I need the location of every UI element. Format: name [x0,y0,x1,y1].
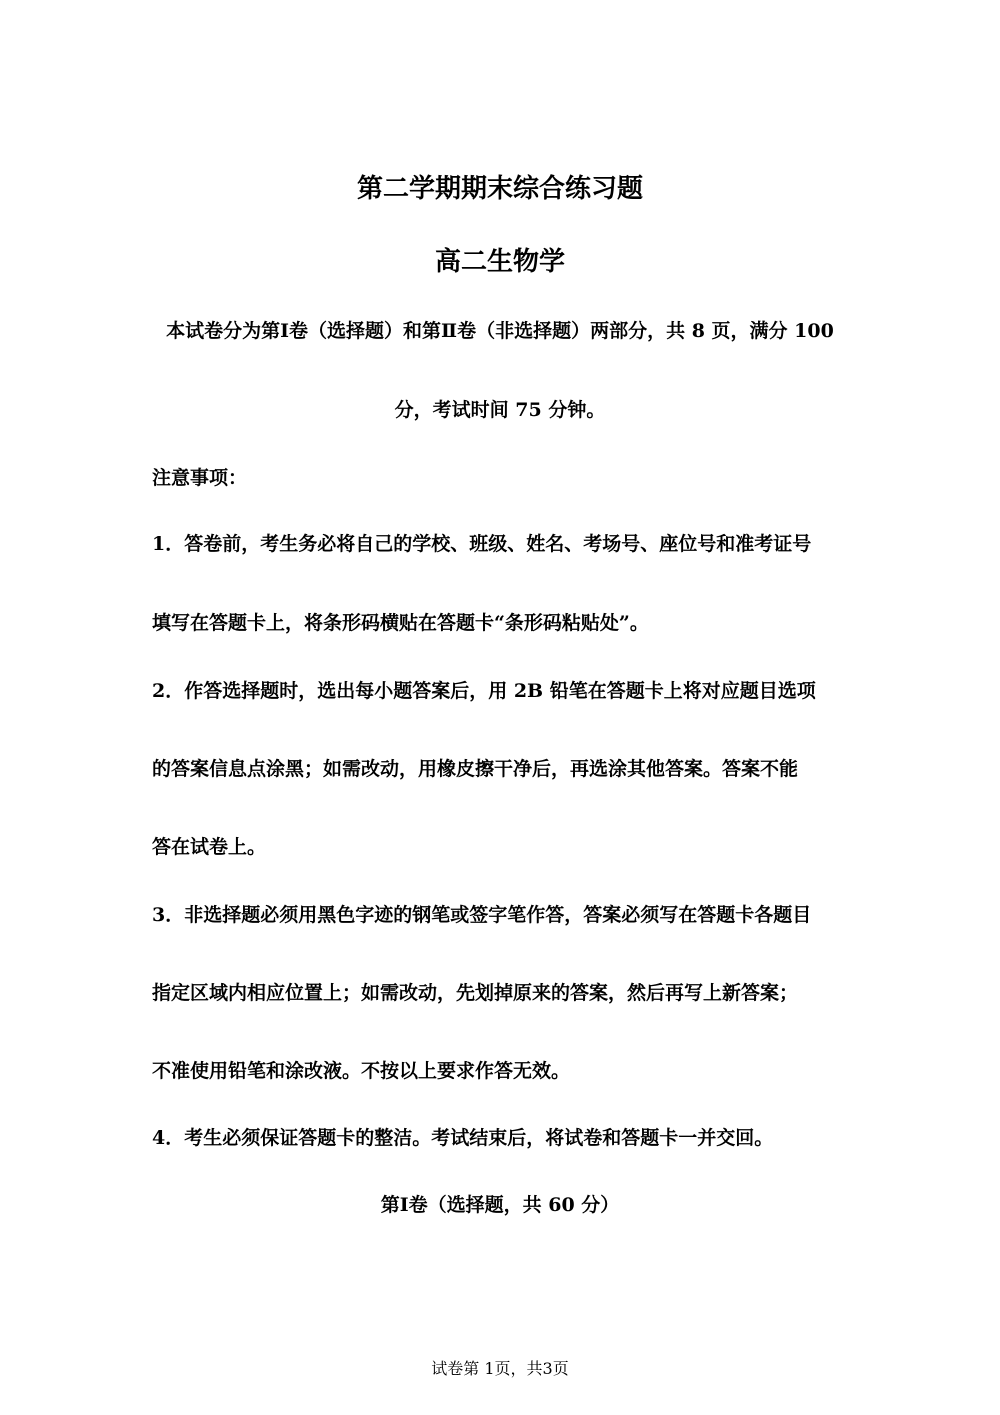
note-line: 指定区域内相应位置上；如需改动，先划掉原来的答案，然后再写上新答案； [152,982,799,1004]
note-line: 不准使用铅笔和涂改液。不按以上要求作答无效。 [152,1060,571,1082]
document-subtitle: 高二生物学 [434,247,565,277]
intro-line-2: 分，考试时间 75 分钟。 [394,399,606,421]
page-footer: 试卷第 1页，共3页 [431,1359,569,1378]
notice-heading: 注意事项： [152,467,248,489]
document-title: 第二学期期末综合练习题 [356,174,643,204]
section-heading: 第Ⅰ卷（选择题，共 60 分） [380,1194,620,1216]
note-line: 的答案信息点涂黑；如需改动，用橡皮擦干净后，再选涂其他答案。答案不能 [152,758,799,780]
note-line: 1．答卷前，考生务必将自己的学校、班级、姓名、考场号、座位号和准考证号 [152,533,812,555]
intro-line-1: 本试卷分为第Ⅰ卷（选择题）和第Ⅱ卷（非选择题）两部分，共 8 页，满分 100 [166,320,834,342]
note-line: 4．考生必须保证答题卡的整洁。考试结束后，将试卷和答题卡一并交回。 [152,1127,774,1149]
note-line: 3．非选择题必须用黑色字迹的钢笔或签字笔作答，答案必须写在答题卡各题目 [152,904,812,926]
note-line: 2．作答选择题时，选出每小题答案后，用 2B 铅笔在答题卡上将对应题目选项 [152,680,816,702]
note-line: 填写在答题卡上，将条形码横贴在答题卡“条形码粘贴处”。 [152,612,649,634]
note-line: 答在试卷上。 [152,836,267,858]
